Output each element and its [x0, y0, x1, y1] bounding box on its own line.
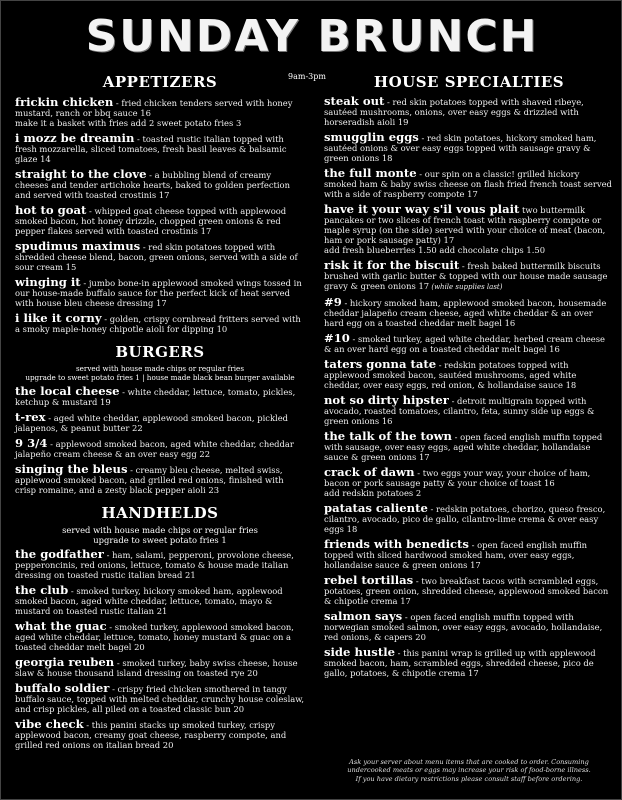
- item-name: i like it corny: [15, 311, 102, 325]
- item-name: #10: [324, 331, 350, 345]
- burgers-list: [15, 386, 305, 495]
- menu-item: [324, 431, 614, 462]
- item-name: #9: [324, 295, 342, 309]
- item-description: - two eggs your way, your choice of ham, bacon or pork sausage patty & your choice of toast 16: [324, 468, 591, 488]
- item-description: - creamy bleu cheese, melted swiss, applewood smoked bacon, and grilled red onions, finished with crisp romaine, and a zesty black pepper aioli 23: [15, 465, 284, 495]
- item-name: the full monte: [324, 166, 417, 180]
- handhelds-subtext: served with house made chips or regular fries: [62, 525, 258, 535]
- menu-item: [324, 132, 614, 163]
- item-description: - red skin potatoes topped with shredded cheese blend, bacon, green onions, served with a side of sour cream 15: [15, 242, 298, 272]
- menu-item: [324, 359, 614, 390]
- item-description: - hickory smoked ham, applewood smoked bacon, housemade cheddar jalapeño cream cheese, aged white cheddar & an over hard egg on a toasted cheddar melt bagel 16: [324, 298, 607, 328]
- item-description: - open faced english muffin topped with sausage, over easy eggs, aged white cheddar, hollandaise sauce & green onions 17: [324, 432, 603, 462]
- burgers-heading: BURGERS: [115, 343, 205, 361]
- item-name: what the guac: [15, 619, 107, 633]
- menu-item: [15, 277, 305, 308]
- item-description: - our spin on a classic! grilled hickory smoked ham & baby swiss cheese on flash fried french toast served with a side of raspberry compote 17: [324, 169, 612, 199]
- item-name: i mozz be dreamin: [15, 131, 135, 145]
- item-name: winging it: [15, 275, 81, 289]
- item-description: - a bubbling blend of creamy cheeses and tender artichoke hearts, baked to golden perfection and served with toasted crostinis 17: [15, 170, 290, 200]
- item-description: - redskin potatoes topped with applewood smoked bacon, sautéed mushrooms, aged white cheddar, over easy eggs, red onion, & hollandaise sauce 18: [324, 360, 577, 390]
- item-description: - red skin potatoes, hickory smoked ham, sautéed onions & over easy eggs topped with sausage gravy & green onions 18: [324, 133, 597, 163]
- item-name: salmon says: [324, 609, 403, 623]
- item-name: vibe check: [15, 717, 84, 731]
- disclaimer-line: If you have dietary restrictions please consult staff before ordering.: [355, 774, 583, 783]
- burgers-upgrade-note: upgrade to sweet potato fries 1 | house made black bean burger available: [25, 373, 295, 382]
- menu-item: [15, 621, 305, 652]
- item-addon: add redskin potatoes 2: [324, 488, 422, 498]
- burgers-subtext: served with house made chips or regular fries: [75, 364, 245, 373]
- menu-item: [324, 575, 614, 606]
- item-name: not so dirty hipster: [324, 393, 449, 407]
- menu-item: [15, 719, 305, 750]
- item-description: - this panini wrap is grilled up with applewood smoked bacon, ham, scrambled eggs, shredded cheese, pico de gallo, potatoes, & chipotle crema 17: [324, 648, 596, 678]
- menu-item: [15, 438, 305, 459]
- right-column: [324, 73, 614, 683]
- item-name: singing the bleus: [15, 462, 128, 476]
- item-name: taters gonna tate: [324, 357, 437, 371]
- item-description: - ham, salami, pepperoni, provolone cheese, pepperoncinis, red onions, lettuce, tomato & house made italian dressing on toasted rustic italian bread 21: [15, 550, 294, 580]
- left-column: [15, 73, 305, 755]
- item-description: - crispy fried chicken smothered in tangy buffalo sauce, topped with melted cheddar, crunchy house coleslaw, and crisp pickles, all piled on a toasted classic bun 20: [15, 684, 305, 714]
- hours-text: 9am-3pm: [288, 72, 326, 81]
- item-description: - fried chicken tenders served with honey mustard, ranch or bbq sauce 16: [15, 98, 293, 118]
- item-description: - whipped goat cheese topped with applewood smoked bacon, hot honey drizzle, chopped green onions & red pepper flakes served with toasted crostinis 17: [15, 206, 287, 236]
- appetizers-list: [15, 97, 305, 334]
- menu-title: SUNDAY BRUNCH: [85, 11, 539, 62]
- item-name: georgia reuben: [15, 655, 115, 669]
- menu-item: [324, 204, 614, 255]
- item-description: - detroit multigrain topped with avocado, roasted tomatoes, cilantro, feta, sunny side up eggs & green onions 16: [324, 396, 595, 426]
- handhelds-upgrade-note: upgrade to sweet potato fries 1: [93, 535, 227, 545]
- item-name: the club: [15, 583, 69, 597]
- menu-item: [15, 386, 305, 407]
- menu-item: [15, 169, 305, 200]
- item-name: have it your way s'il vous plait: [324, 202, 520, 216]
- item-name: friends with benedicts: [324, 537, 469, 551]
- menu-item: [324, 333, 614, 354]
- item-addon: make it a basket with fries add 2 sweet potato fries 3: [15, 118, 242, 128]
- menu-item: [15, 313, 305, 334]
- menu-item: [324, 297, 614, 328]
- item-name: the local cheese: [15, 384, 120, 398]
- menu-item: [15, 657, 305, 678]
- item-description: - red skin potatoes topped with shaved ribeye, sautéed mushrooms, onions, over easy eggs & drizzled with horseradish aioli 19: [324, 97, 584, 127]
- item-addon: add fresh blueberries 1.50 add chocolate chips 1.50: [324, 245, 546, 255]
- menu-item: [324, 260, 614, 292]
- item-name: steak out: [324, 94, 385, 108]
- menu-item: [324, 395, 614, 426]
- house-specialties-list: [324, 96, 614, 678]
- item-name: rebel tortillas: [324, 573, 414, 587]
- menu-item: [15, 464, 305, 495]
- item-name: hot to goat: [15, 203, 87, 217]
- item-description: - smoked turkey, aged white cheddar, herbed cream cheese & an over hard egg on a toasted cheddar melt bagel 16: [324, 334, 605, 354]
- menu-item: [15, 683, 305, 714]
- menu-item: [15, 205, 305, 236]
- item-description: - applewood smoked bacon, aged white cheddar, cheddar jalapeño cream cheese & an over easy egg 22: [15, 439, 294, 459]
- menu-item: [324, 611, 614, 642]
- item-name: frickin chicken: [15, 95, 114, 109]
- item-description: - smoked turkey, hickory smoked ham, applewood smoked bacon, aged white cheddar, lettuce, tomato, mayo & mustard on toasted rustic italian 21: [15, 586, 283, 616]
- item-name: straight to the clove: [15, 167, 147, 181]
- handhelds-list: [15, 549, 305, 750]
- item-description: - smoked turkey, baby swiss cheese, house slaw & house thousand island dressing on toasted rye 20: [15, 658, 298, 678]
- menu-item: [324, 467, 614, 498]
- item-description: two buttermilk pancakes or two slices of french toast with raspberry compote or maple syrup (on the side) served with your choice of meat (bacon, ham or pork sausage patty) 17: [324, 205, 606, 245]
- menu-item: [324, 96, 614, 127]
- menu-item: [15, 412, 305, 433]
- menu-item: [15, 549, 305, 580]
- item-description: - toasted rustic italian topped with fresh mozzarella, sliced tomatoes, fresh basil leaves & balsamic glaze 14: [15, 134, 287, 164]
- disclaimer-line: Ask your server about menu items that are cooked to order. Consuming: [349, 758, 589, 766]
- item-name: spudimus maximus: [15, 239, 141, 253]
- disclaimer-line: undercooked meats or eggs may increase your risk of food-borne illness.: [347, 766, 591, 775]
- house-specialties-heading: HOUSE SPECIALTIES: [373, 73, 565, 91]
- handhelds-heading: HANDHELDS: [101, 504, 219, 522]
- menu-item: [324, 168, 614, 199]
- item-description: - jumbo bone-in applewood smoked wings tossed in our house-made buffalo sauce for the perfect kick of heat served with house bleu cheese dressing 17: [15, 278, 302, 308]
- item-description: - redskin potatoes, chorizo, queso fresco, cilantro, avocado, pico de gallo, cilantro-lime crema & over easy eggs 18: [324, 504, 606, 534]
- item-description: - aged white cheddar, applewood smoked bacon, pickled jalapenos, & peanut butter 22: [15, 413, 289, 433]
- item-name: the talk of the town: [324, 429, 452, 443]
- item-note: (while supplies last): [429, 283, 503, 291]
- item-name: crack of dawn: [324, 465, 415, 479]
- menu-item: [15, 241, 305, 272]
- item-description: - fresh baked buttermilk biscuits brushed with garlic butter & topped with our house made sausage gravy & green onions 17: [324, 261, 608, 291]
- item-name: buffalo soldier: [15, 681, 110, 695]
- item-name: t-rex: [15, 410, 46, 424]
- item-description: - smoked turkey, applewood smoked bacon, aged white cheddar, lettuce, tomato, honey mustard & guac on a toasted cheddar melt bagel 20: [15, 622, 294, 652]
- item-description: - white cheddar, lettuce, tomato, pickles, ketchup & mustard 19: [15, 387, 296, 407]
- item-name: the godfather: [15, 547, 104, 561]
- menu-item: [324, 647, 614, 678]
- menu-item: [15, 133, 305, 164]
- menu-item: [15, 97, 305, 128]
- appetizers-heading: APPETIZERS: [102, 73, 218, 91]
- item-description: - this panini stacks up smoked turkey, crispy applewood bacon, creamy goat cheese, raspberry compote, and grilled red onions on italian bread 20: [15, 720, 287, 750]
- item-description: - open faced english muffin topped with sliced hardwood smoked ham, over easy eggs, hollandaise sauce & green onions 17: [324, 540, 588, 570]
- item-name: patatas caliente: [324, 501, 428, 515]
- menu-item: [324, 539, 614, 570]
- menu-item: [324, 503, 614, 534]
- item-name: 9 3/4: [15, 436, 48, 450]
- menu-item: [15, 585, 305, 616]
- item-description: - open faced english muffin topped with norwegian smoked salmon, over easy eggs, avocado, hollandaise, red onions, & capers 20: [324, 612, 603, 642]
- item-name: side hustle: [324, 645, 395, 659]
- item-description: - golden, crispy cornbread fritters served with a smoky maple-honey chipotle aioli for dipping 10: [15, 314, 301, 334]
- item-name: risk it for the biscuit: [324, 258, 460, 272]
- item-description: - two breakfast tacos with scrambled eggs, potatoes, green onion, shredded cheese, applewood smoked bacon & chipotle crema 17: [324, 576, 609, 606]
- allergy-disclaimer: [326, 758, 612, 783]
- item-name: smugglin eggs: [324, 130, 419, 144]
